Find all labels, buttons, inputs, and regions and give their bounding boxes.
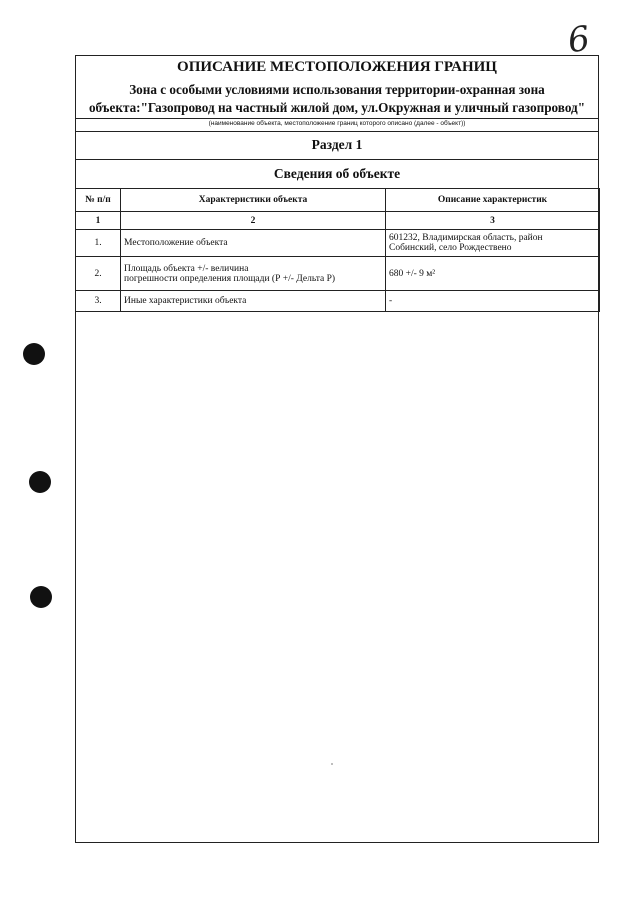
column-number: 3 — [386, 212, 600, 230]
row-number: 2. — [76, 257, 121, 291]
row-characteristic — [121, 257, 386, 291]
zone-underline — [75, 118, 599, 119]
section-title: Раздел 1 — [311, 137, 363, 152]
row-number: 3. — [76, 291, 121, 312]
description-line: Собинский, село Рождествено — [389, 243, 512, 253]
zone-line-1: Зона с особыми условиями использования территории-охранная зона — [129, 82, 545, 97]
document-title: ОПИСАНИЕ МЕСТОПОЛОЖЕНИЯ ГРАНИЦ — [177, 59, 497, 75]
description-line: 601232, Владимирская область, район — [389, 233, 543, 243]
column-number-row — [76, 212, 600, 230]
row-characteristic: Иные характеристики объекта — [121, 291, 386, 312]
table-row — [76, 257, 600, 291]
punch-hole — [29, 471, 51, 493]
zone-description — [75, 81, 599, 117]
header-number: № п/п — [76, 189, 121, 212]
table-row — [76, 291, 600, 312]
scan-speck — [331, 763, 333, 765]
column-number: 2 — [121, 212, 386, 230]
section-subtitle: Сведения об объекте — [273, 166, 401, 181]
row-characteristic: Местоположение объекта — [121, 230, 386, 257]
table-header-row — [76, 189, 600, 212]
punch-hole — [30, 586, 52, 608]
divider — [75, 131, 599, 132]
object-table — [75, 188, 600, 312]
zone-caption: (наименование объекта, местоположение границ которого описано (далее - объект)) — [208, 120, 466, 127]
page-number: 6 — [565, 18, 593, 62]
row-number: 1. — [76, 230, 121, 257]
header-description: Описание характеристик — [386, 189, 600, 212]
row-description: 680 +/- 9 м² — [386, 257, 600, 291]
column-number: 1 — [76, 212, 121, 230]
zone-line-2: объекта:"Газопровод на частный жилой дом, ул.Окружная и уличный газопровод" — [88, 100, 586, 115]
punch-hole — [23, 343, 45, 365]
row-description: - — [386, 291, 600, 312]
table-row — [76, 230, 600, 257]
characteristic-line: Площадь объекта +/- величина — [124, 263, 249, 274]
divider — [75, 159, 599, 160]
characteristic-line: погрешности определения площади (Р +/- Дельта Р) — [124, 273, 336, 284]
row-description — [386, 230, 600, 257]
header-characteristic: Характеристики объекта — [121, 189, 386, 212]
